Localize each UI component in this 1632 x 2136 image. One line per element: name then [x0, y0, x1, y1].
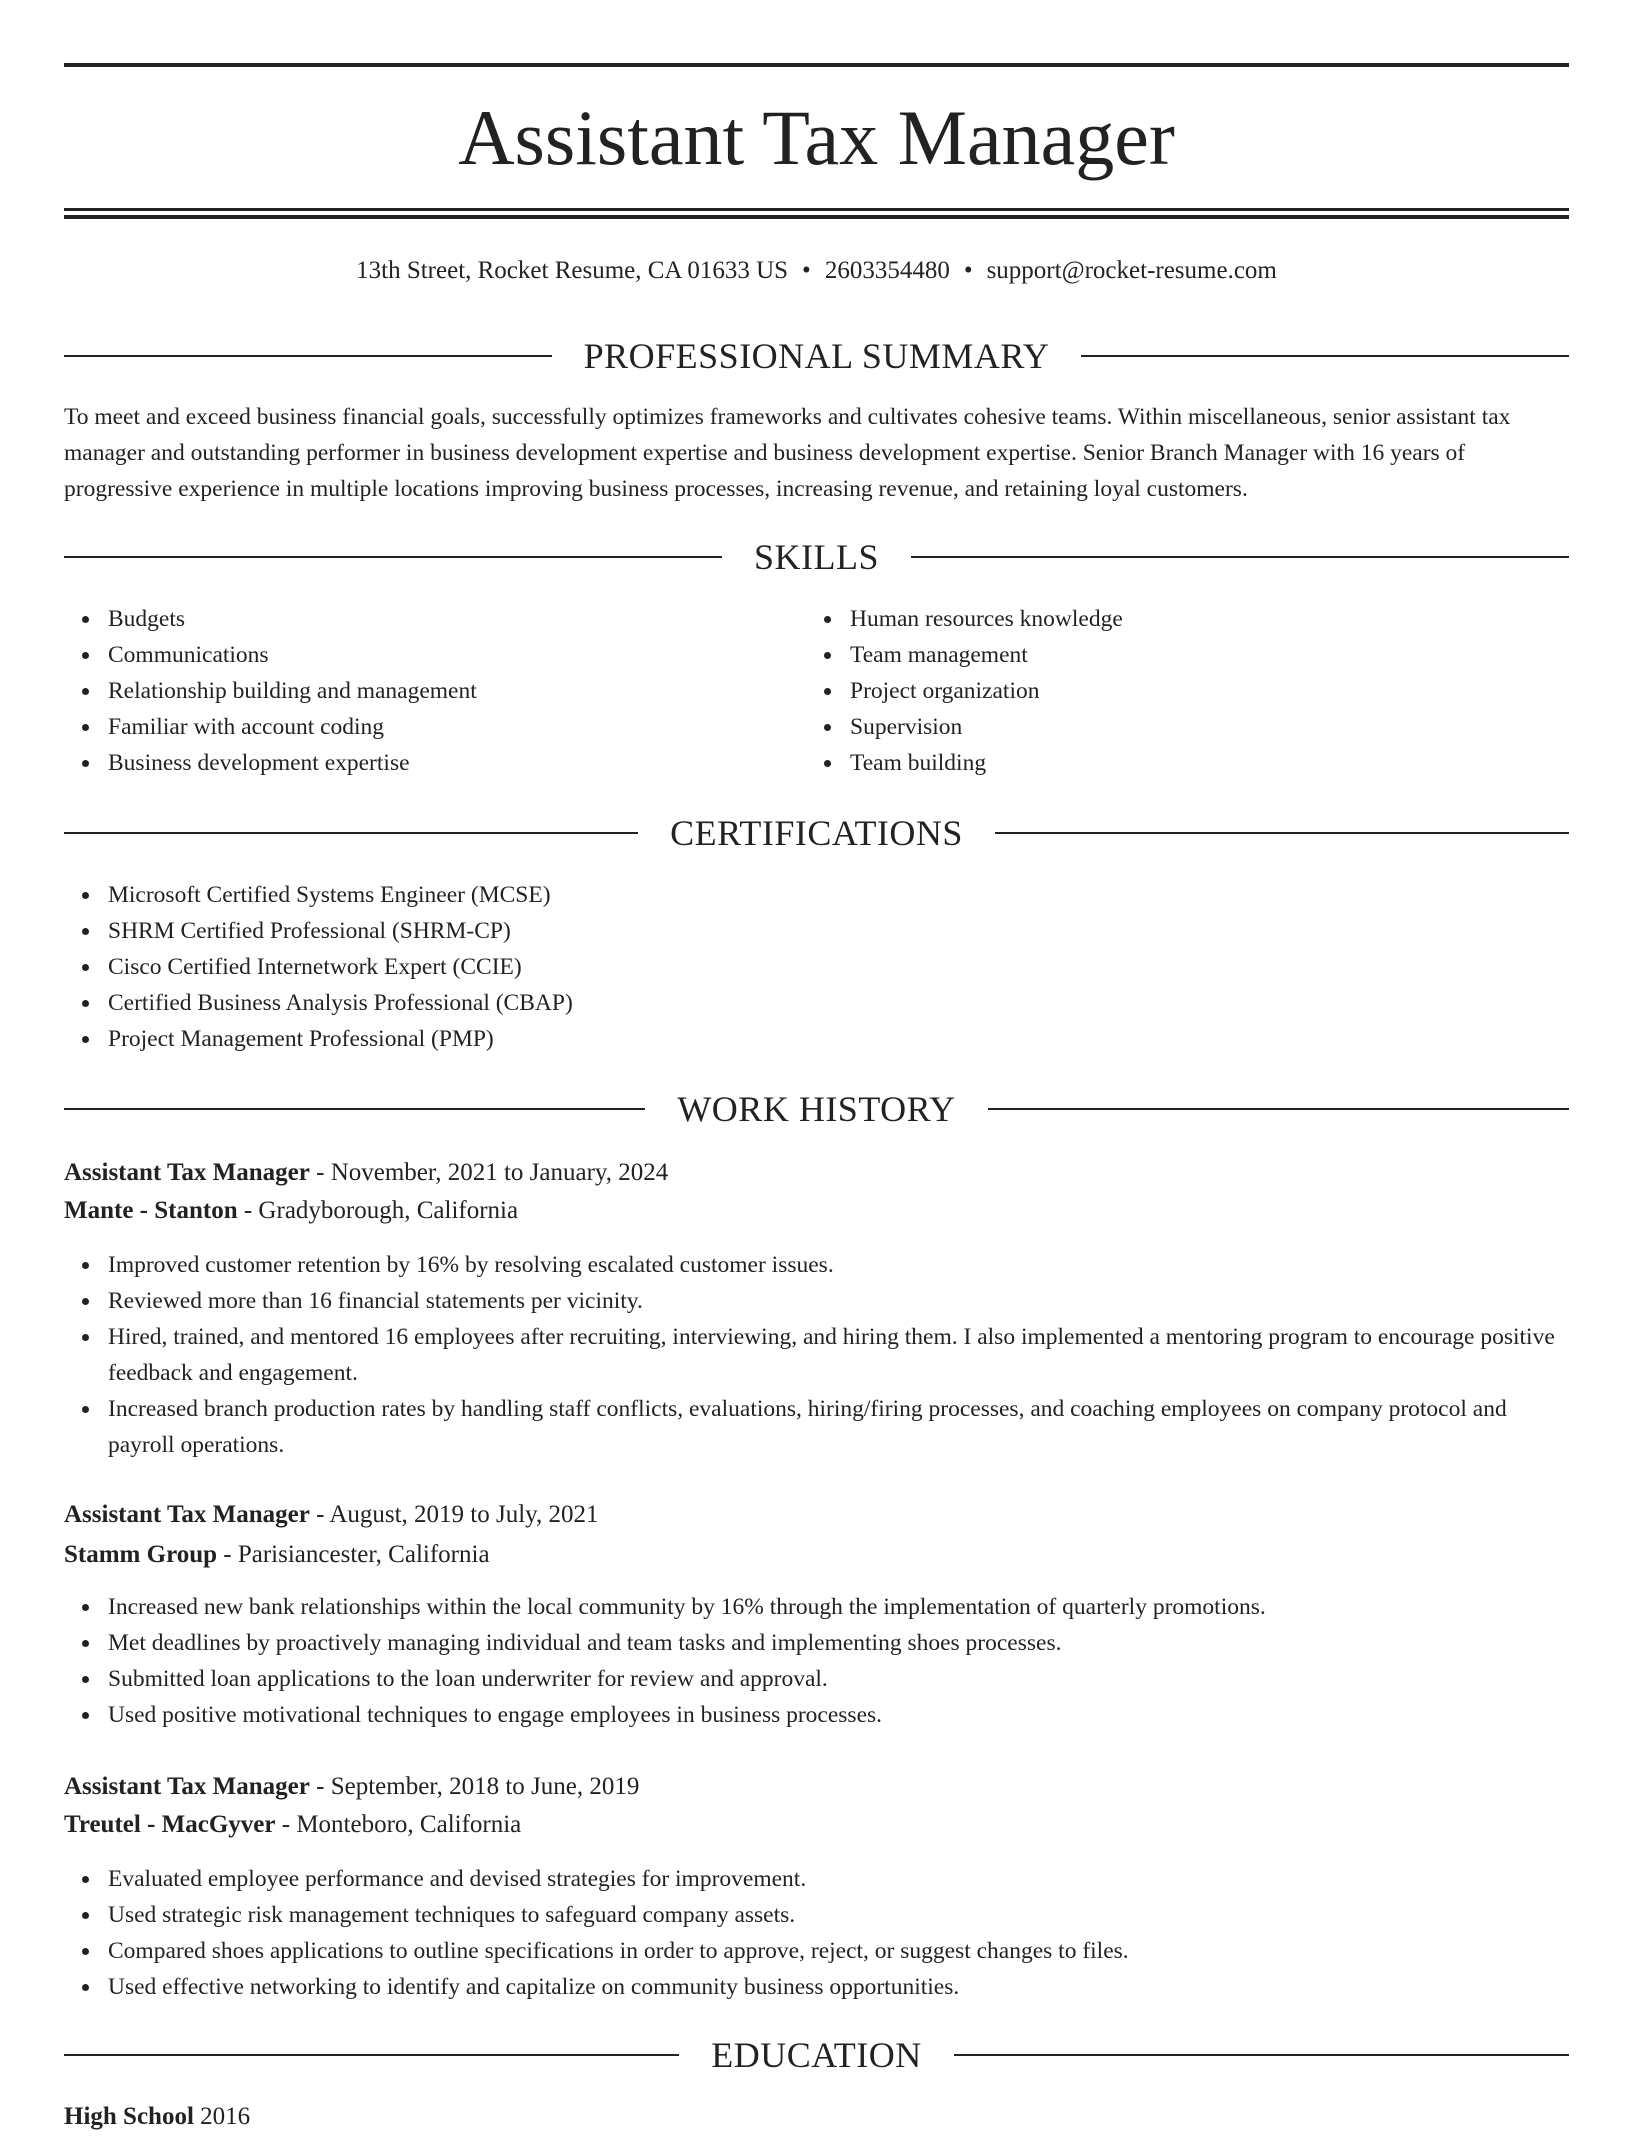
job-company: Stamm Group — [64, 1541, 218, 1568]
list-item: Reviewed more than 16 financial statements per vicinity. — [108, 1283, 1569, 1319]
list-item: Familiar with account coding — [108, 709, 788, 745]
job-company: Treutel - MacGyver — [64, 1811, 276, 1838]
job-company-line — [64, 1806, 521, 1844]
section-heading-certifications — [64, 811, 1569, 855]
heading-label: EDUCATION — [711, 2035, 922, 2075]
list-item: Communications — [108, 637, 788, 673]
section-heading-work-history — [64, 1087, 1569, 1131]
job-title-line — [64, 1496, 599, 1534]
job-company: Mante - Stanton — [64, 1197, 238, 1224]
list-item: Project Management Professional (PMP) — [108, 1021, 1508, 1057]
contact-phone: 2603354480 — [824, 257, 950, 284]
list-item: Used positive motivational techniques to engage employees in business processes. — [108, 1697, 1569, 1733]
job-company-line — [64, 1192, 518, 1230]
contact-email: support@rocket-resume.com — [986, 257, 1277, 284]
contact-address: 13th Street, Rocket Resume, CA 01633 US — [356, 257, 789, 284]
heading-label: CERTIFICATIONS — [670, 813, 963, 853]
list-item: Used strategic risk management techniques to safeguard company assets. — [108, 1897, 1569, 1933]
skills-list-left — [64, 601, 788, 781]
job-location: - Parisiancester, California — [217, 1541, 490, 1568]
page-title: Assistant Tax Manager — [458, 94, 1175, 181]
heading-rule-left — [64, 1108, 645, 1110]
job-bullets — [64, 1861, 1569, 2005]
list-item: Compared shoes applications to outline specifications in order to approve, reject, or suggest changes to files. — [108, 1933, 1569, 1969]
list-item: Met deadlines by proactively managing individual and team tasks and implementing shoes processes. — [108, 1625, 1569, 1661]
job-title: Assistant Tax Manager — [64, 1159, 310, 1186]
job-bullets — [64, 1247, 1569, 1463]
list-item: Submitted loan applications to the loan underwriter for review and approval. — [108, 1661, 1569, 1697]
skills-list-right — [806, 601, 1550, 781]
heading-label: PROFESSIONAL SUMMARY — [583, 336, 1050, 376]
job-title: Assistant Tax Manager — [64, 1501, 310, 1528]
certifications-list — [64, 877, 1508, 1057]
list-item: Business development expertise — [108, 745, 788, 781]
heading-rule-left — [64, 556, 722, 558]
job-company-line — [64, 1536, 490, 1574]
heading-rule-left — [64, 2054, 679, 2056]
list-item: Hired, trained, and mentored 16 employees after recruiting, interviewing, and hiring them. I also implemented a mentoring program to encourage positive feedback and engagement. — [108, 1319, 1569, 1391]
list-item: Evaluated employee performance and devised strategies for improvement. — [108, 1861, 1569, 1897]
contact-line — [64, 253, 1569, 289]
section-heading-education — [64, 2033, 1569, 2077]
job-location: - Gradyborough, California — [237, 1197, 519, 1224]
list-item: Increased branch production rates by handling staff conflicts, evaluations, hiring/firing processes, and coaching employees on company protocol and payroll operations. — [108, 1391, 1569, 1463]
heading-rule-right — [988, 1108, 1569, 1110]
heading-label: SKILLS — [754, 537, 880, 577]
list-item: SHRM Certified Professional (SHRM-CP) — [108, 913, 1508, 949]
summary-text: To meet and exceed business financial goals, successfully optimizes frameworks and cultivates cohesive teams. Within miscellaneous, senior assistant tax manager and outstanding performer in business development expertise and business development expertise. Senior Branch Manager with 16 years of progressive experience in multiple locations improving business processes, increasing revenue, and retaining loyal customers. — [64, 404, 1511, 502]
list-item: Team management — [850, 637, 1550, 673]
contact-separator: • — [963, 257, 973, 284]
list-item: Cisco Certified Internetwork Expert (CCIE) — [108, 949, 1508, 985]
title-rule-upper — [64, 208, 1569, 211]
list-item: Increased new bank relationships within the local community by 16% through the implementation of quarterly promotions. — [108, 1589, 1569, 1625]
job-location: - Monteboro, California — [275, 1811, 522, 1838]
list-item: Supervision — [850, 709, 1550, 745]
job-dates: - November, 2021 to January, 2024 — [309, 1159, 669, 1186]
job-dates: - August, 2019 to July, 2021 — [309, 1501, 599, 1528]
heading-rule-right — [954, 2054, 1569, 2056]
title-rule-lower — [64, 215, 1569, 219]
job-title: Assistant Tax Manager — [64, 1773, 310, 1800]
job-dates: - September, 2018 to June, 2019 — [309, 1773, 640, 1800]
heading-rule-right — [995, 832, 1569, 834]
heading-rule-right — [911, 556, 1569, 558]
heading-rule-left — [64, 832, 638, 834]
education-line — [64, 2098, 250, 2136]
list-item: Relationship building and management — [108, 673, 788, 709]
heading-rule-right — [1081, 355, 1569, 357]
section-heading-summary — [64, 334, 1569, 378]
list-item: Used effective networking to identify and capitalize on community business opportunities. — [108, 1969, 1569, 2005]
list-item: Improved customer retention by 16% by resolving escalated customer issues. — [108, 1247, 1569, 1283]
list-item: Microsoft Certified Systems Engineer (MCSE) — [108, 877, 1508, 913]
list-item: Team building — [850, 745, 1550, 781]
job-title-line — [64, 1154, 668, 1192]
heading-label: WORK HISTORY — [677, 1089, 956, 1129]
heading-rule-left — [64, 355, 552, 357]
job-title-line — [64, 1768, 639, 1806]
list-item: Project organization — [850, 673, 1550, 709]
contact-separator: • — [802, 257, 811, 284]
list-item: Human resources knowledge — [850, 601, 1550, 637]
education-year: 2016 — [193, 2103, 251, 2130]
section-heading-skills — [64, 535, 1569, 579]
list-item: Budgets — [108, 601, 788, 637]
education-school: High School — [64, 2103, 194, 2130]
job-bullets — [64, 1589, 1569, 1733]
top-rule — [64, 63, 1569, 67]
list-item: Certified Business Analysis Professional (CBAP) — [108, 985, 1508, 1021]
